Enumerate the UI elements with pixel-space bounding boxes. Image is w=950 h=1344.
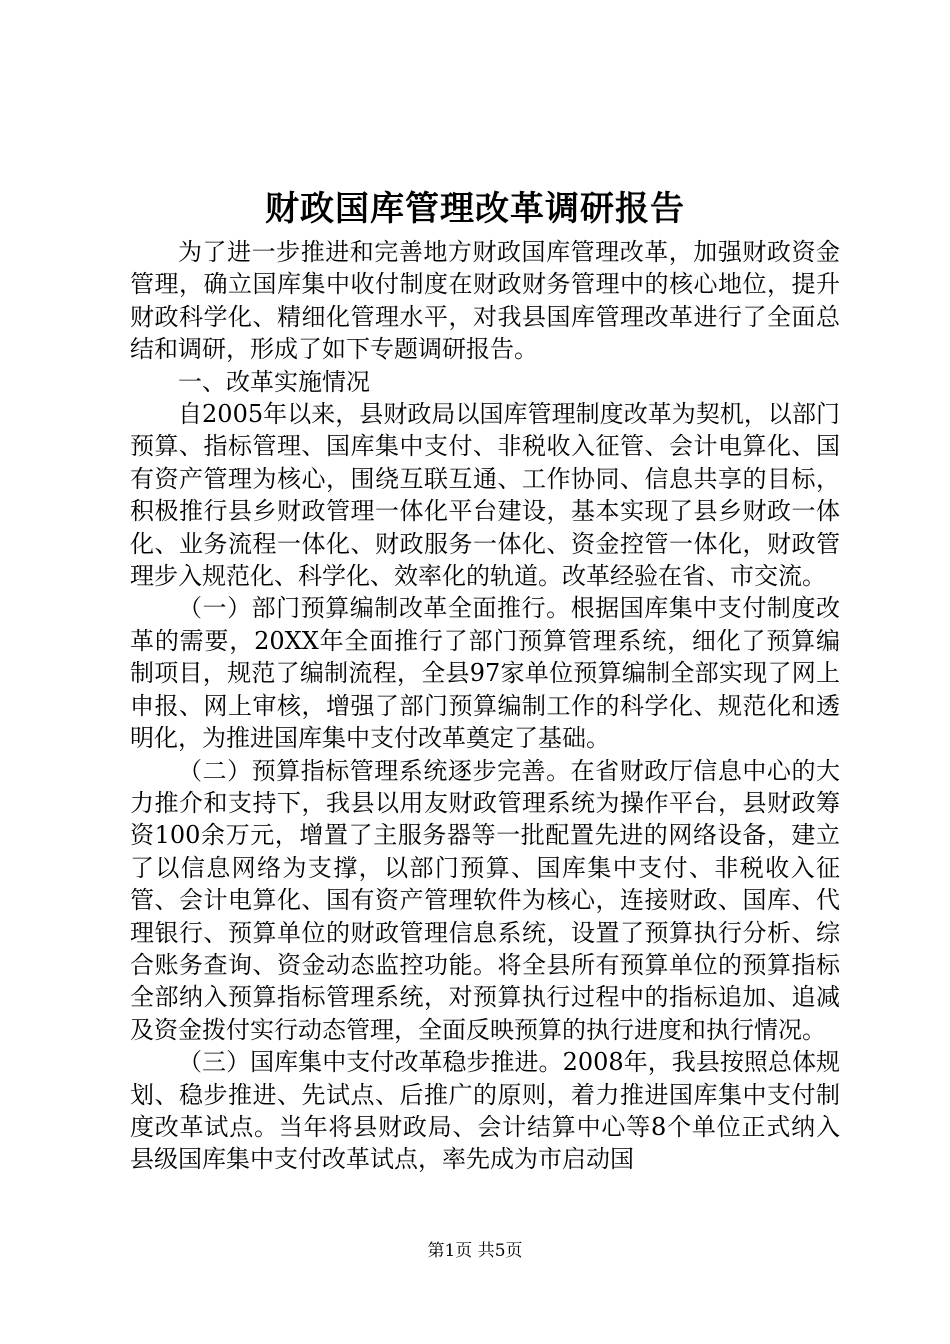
- paragraph-intro: 为了进一步推进和完善地方财政国库管理改革，加强财政资金管理，确立国库集中收付制度在财政财务管理中的核心地位，提升财政科学化、精细化管理水平，对我县国库管理改革进行了全面总结和调研，形成了如下专题调研报告。: [130, 238, 840, 364]
- section-heading: 一、改革实施情况: [178, 367, 370, 396]
- paragraph-overview: 自2005年以来，县财政局以国库管理制度改革为契机，以部门预算、指标管理、国库集中支付、非税收入征管、会计电算化、国有资产管理为核心，围绕互联互通、工作协同、信息共享的目标，积极推行县乡财政管理一体化平台建设，基本实现了县乡财政一体化、业务流程一体化、财政服务一体化、资金控管一体化，财政管理步入规范化、科学化、效率化的轨道。改革经验在省、市交流。: [130, 400, 840, 591]
- paragraph-item-3: （三）国库集中支付改革稳步推进。2008年，我县按照总体规划、稳步推进、先试点、后推广的原则，着力推进国库集中支付制度改革试点。当年将县财政局、会计结算中心等8个单位正式纳入县级国库集中支付改革试点，率先成为市启动国: [130, 1048, 840, 1174]
- document-title: 财政国库管理改革调研报告: [265, 189, 685, 229]
- document-body: [130, 236, 840, 1176]
- paragraph-item-1: （一）部门预算编制改革全面推行。根据国库集中支付制度改革的需要，20XX年全面推行了部门预算管理系统，细化了预算编制项目，规范了编制流程，全县97家单位预算编制全部实现了网上申报、网上审核，增强了部门预算编制工作的科学化、规范化和透明化，为推进国库集中支付改革奠定了基础。: [130, 594, 840, 753]
- page-footer: 第1页 共5页: [427, 1241, 523, 1261]
- paragraph-item-2: （二）预算指标管理系统逐步完善。在省财政厅信息中心的大力推介和支持下，我县以用友财政管理系统为操作平台，县财政筹资100余万元，增置了主服务器等一批配置先进的网络设备，建立了以信息网络为支撑，以部门预算、国库集中支付、非税收入征管、会计电算化、国有资产管理软件为核心，连接财政、国库、代理银行、预算单位的财政管理信息系统，设置了预算执行分析、综合账务查询、资金动态监控功能。将全县所有预算单位的预算指标全部纳入预算指标管理系统，对预算执行过程中的指标追加、追减及资金拨付实行动态管理，全面反映预算的执行进度和执行情况。: [130, 756, 840, 1044]
